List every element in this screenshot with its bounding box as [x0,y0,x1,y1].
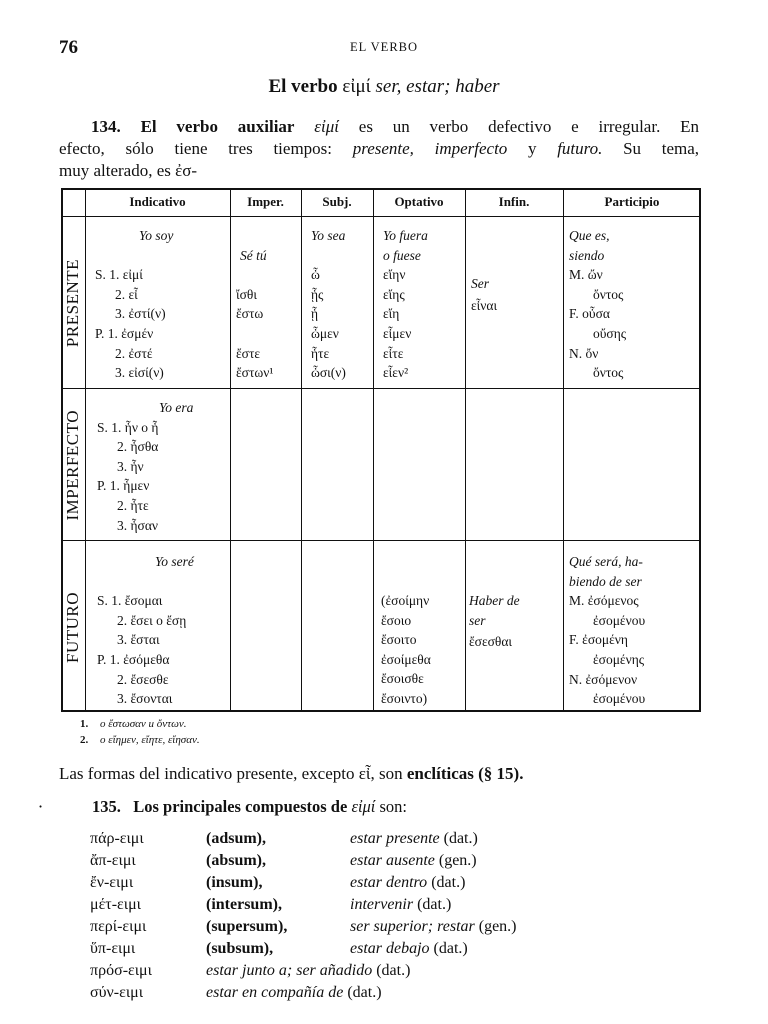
para134-line3: muy alterado, es ἐσ- [59,161,198,180]
vline-subj [301,188,302,712]
futuro-participio: Qué será, ha- biendo de ser M. ἐσόμενος ἐσομένου F. ἐσομένη ἐσομένης N. ἐσόμενον ἐσομένου [569,554,646,707]
presente-infin: Ser εἶναι [471,276,498,313]
section-title [0,76,768,98]
para134-line1 [59,116,699,138]
hline-imperfecto [61,540,701,541]
vline-opt [373,188,374,712]
vline-imper [230,188,231,712]
hline-presente [61,388,701,389]
imperfecto-indicativo: Yo era S. 1. ἦν o ἦ 2. ἦσθα 3. ἦν P. 1. ἦμεν 2. ἦτε 3. ἦσαν [97,400,194,533]
para134-line2i2: futuro. [557,139,603,158]
hline-header [61,216,701,217]
para134-line2i: presente, imperfecto [352,139,508,158]
presente-subj: Yo sea ὦ ᾖς ᾖ ὦμεν ἦτε ὦσι(ν) [311,228,346,381]
header-subj: Subj. [322,194,352,209]
presente-participio: Que es, siendo M. ὤν ὄντος F. οὖσα οὔσης N. ὄν ὄντος [569,228,627,381]
enclitic-note [59,764,523,784]
para134-bold: El verbo auxiliar [140,117,295,136]
footnote-2: 2. o εἴημεν, εἴητε, εἴησαν. [80,734,200,746]
page-number: 76 [59,37,78,58]
title-greek: εἰμί [337,76,376,97]
row-label-presente: PRESENTE [63,258,82,348]
para134-line2c: Su tema, [602,139,700,158]
presente-imper: Sé tú ἴσθι ἔστω ἔστε ἔστων¹ [236,247,274,381]
futuro-infin: Haber de ser ἔσεσθαι [469,593,520,650]
para135-greek: εἰμί [347,797,376,816]
para134-rest1: es un verbo defectivo e irregular. En [338,117,700,136]
para134-greek: εἰμί [294,117,339,136]
presente-indicativo: Yo soy S. 1. εἰμί 2. εἶ 3. ἐστί(ν) P. 1. ἐσμέν 2. ἐστέ 3. εἰσί(ν) [95,228,174,381]
presente-optativo: Yo fuera o fuese εἴην εἴης εἴη εἶμεν εἶτε εἶεν² [383,228,428,381]
conjugation-table [61,188,701,712]
paragraph-134 [59,116,699,182]
para134-line2 [59,138,699,160]
header-imper: Imper. [247,194,284,209]
row-label-imperfecto: IMPERFECTO [63,409,82,521]
header-indicativo: Indicativo [129,194,186,209]
title-bold: El verbo [268,76,338,97]
note-text: Las formas del indicativo presente, excepto εἶ, son [59,764,407,783]
paragraph-135 [92,797,407,817]
para135-bold: Los principales compuestos de [133,797,348,816]
header-participio: Participio [604,194,660,209]
futuro-optativo: (ἐσοίμην ἔσοιο ἔσοιτο ἐσοίμεθα ἔσοισθε ἔσοιντο) [381,593,431,706]
para134-line2a: efecto, sólo tiene tres tiempos: [59,139,353,158]
header-optativo: Optativo [394,194,444,209]
note-bold: enclíticas (§ 15). [406,764,524,783]
header-infin: Infin. [498,194,530,209]
row-label-futuro: FUTURO [63,592,82,664]
vline-inf [465,188,466,712]
running-head: EL VERBO [349,40,419,54]
para134-line2b: y [507,139,558,158]
vline-label [85,188,86,712]
futuro-indicativo: Yo seré S. 1. ἔσομαι 2. ἔσει o ἔσῃ 3. ἔσται P. 1. ἐσόμεθα 2. ἔσεσθε 3. ἔσονται [97,554,194,707]
para134-number: 134. [91,117,121,136]
margin-dot: · [38,797,44,816]
vline-part [563,188,564,712]
title-italic: ser, estar; haber [375,76,500,97]
para135-number: 135. [92,797,121,816]
para135-rest: son: [375,797,408,816]
footnote-1: 1. o ἔστωσαν u ὄντων. [80,718,187,730]
